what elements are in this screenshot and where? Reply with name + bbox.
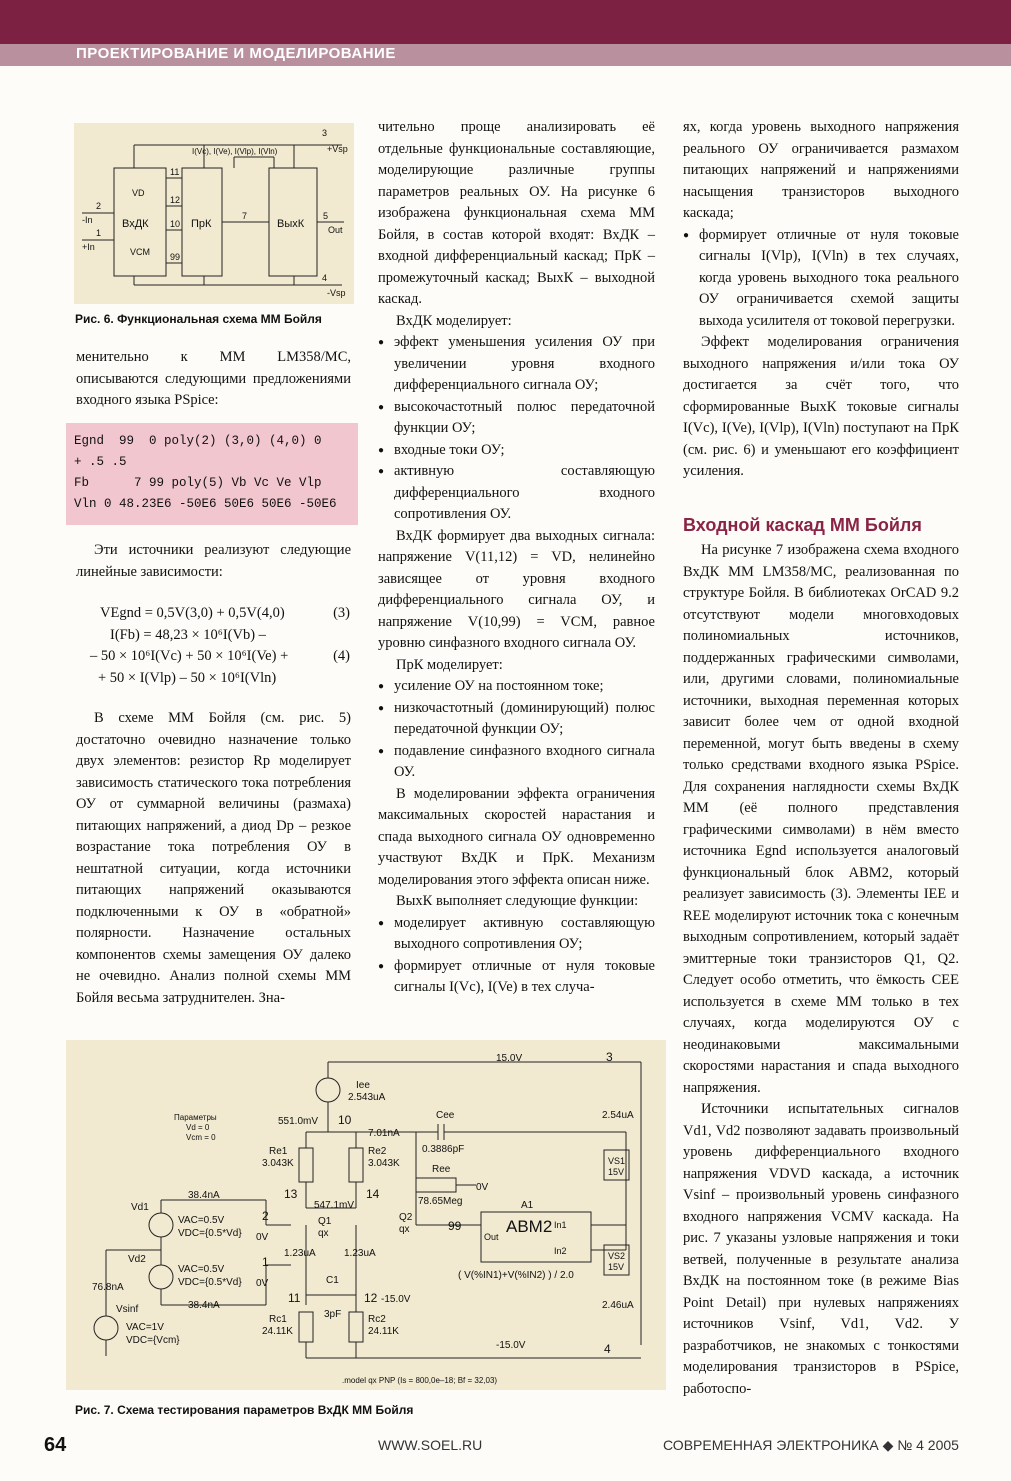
fig6-block-vhdk-label: ВхДК bbox=[122, 218, 149, 230]
fig6-block-prk-label: ПрК bbox=[191, 218, 212, 230]
section-heading: Входной каскад ММ Бойля bbox=[683, 515, 922, 535]
col2-para6: ВыхК выполняет следующие функции: bbox=[396, 893, 639, 909]
list-item: ● усиление ОУ на постоянном токе; bbox=[378, 676, 655, 698]
fig7-q1-model: qx bbox=[318, 1228, 329, 1239]
col1-para2: Эти источники реализуют следующие линейные зависимости: bbox=[76, 542, 351, 580]
list-item: ● низкочастотный (доминирующий) полюс передаточной функции ОУ; bbox=[378, 698, 655, 741]
fig7-param-vcm: Vcm = 0 bbox=[186, 1133, 216, 1142]
fig7-c1-val: 3pF bbox=[324, 1309, 342, 1320]
code-block bbox=[66, 423, 358, 525]
fig6-node-2: 2 bbox=[96, 201, 102, 211]
fig6-vd-label: VD bbox=[132, 188, 145, 198]
fig7-re1: Re1 bbox=[269, 1146, 288, 1157]
fig7-c1: C1 bbox=[326, 1275, 339, 1286]
equation-line: VEgnd = 0,5V(3,0) + 0,5V(4,0) bbox=[100, 605, 285, 621]
col1-para3: В схеме ММ Бойля (см. рис. 5) достаточно очевидно назначение только двух элементов: резистор Rp моделирует зависимость статического тока потребления ОУ от суммарной величины (размаха) питающих напряжений, а диод Dp – резкое возрастание тока потребления ОУ в нештатной ситуации, когда источники питающих напряжений оказываются подключенными к ОУ в «обратной» полярности. Назначение остальных компонентов схемы замещения ОУ далеко не очевидно. Анализ полной схемы ММ Бойля весьма затруднителен. Зна- bbox=[76, 710, 351, 1006]
figure-6-caption: Рис. 6. Функциональная схема ММ Бойля bbox=[75, 312, 322, 326]
col2-list1 bbox=[378, 332, 655, 526]
fig7-abm2: ABM2 bbox=[506, 1217, 553, 1236]
fig6-vsn: -Vsp bbox=[327, 288, 346, 298]
fig7-ree: Ree bbox=[432, 1164, 451, 1175]
fig7-param-vd: Vd = 0 bbox=[186, 1123, 210, 1132]
figure-7-caption: Рис. 7. Схема тестирования параметров ВхДК ММ Бойля bbox=[75, 1403, 414, 1417]
col1-para1: менительно к ММ LM358/MC, описываются следующими предложениями входного языка PSpice: bbox=[76, 349, 351, 408]
code-line: + .5 .5 bbox=[74, 455, 127, 469]
fig7-node-14: 14 bbox=[366, 1187, 380, 1201]
fig6-bus-label: I(Vc), I(Ve), I(Vlp), I(Vln) bbox=[192, 147, 278, 156]
fig7-cee: Cee bbox=[436, 1110, 455, 1121]
fig7-ree-val: 78.65Meg bbox=[418, 1196, 463, 1207]
fig7-q2-model: qx bbox=[399, 1224, 410, 1235]
col1-top bbox=[76, 347, 351, 412]
fig7-val-m15v-2: -15.0V bbox=[496, 1340, 526, 1351]
fig7-vsinf-vdc: VDC={Vcm} bbox=[126, 1335, 180, 1346]
fig7-vs1: VS1 bbox=[608, 1156, 626, 1166]
figure-6 bbox=[74, 123, 354, 304]
col3-top bbox=[683, 117, 959, 483]
fig7-val-123ua-1: 1.23uA bbox=[284, 1248, 316, 1259]
list-item: ● формирует отличные от нуля токовые сигналы I(Vc), I(Ve) в тех случа- bbox=[378, 956, 655, 999]
equation-number: (3) bbox=[333, 605, 350, 621]
equation-number: (4) bbox=[333, 648, 350, 664]
footer-journal: СОВРЕМЕННАЯ ЭЛЕКТРОНИКА ◆ № 4 2005 bbox=[663, 1437, 959, 1453]
col3-para3: На рисунке 7 изображена схема входного ВхДК ММ LM358/MC, реализованная по структуре Бойля. В библиотеках OrCAD 9.2 отсутствуют модели многовходовых полиномиальных источников, поддержанных графическими символами, или, другими словами, полиномиальные источники, выходная переменная которых зависит более чем от одной входной переменной, могут быть введены в схему только средствами входного языка PSpice. Для сохранения наглядности схемы ВхДК ММ (её полного представления графическими символами) в нём вместо источника Egnd используется аналоговый функциональный блок ABM2, который реализует зависимость (3). Элементы IEE и REE моделируют источник тока с конечным выходным сопротивлением, который задаёт эмиттерные токи транзисторов Q1, Q2. Следует особо отметить, что ёмкость CEE используется в схеме ММ только в тех случаях, когда моделируются ОУ с неодинаковыми максимальными скоростями нарастания и спада выходного напряжения. bbox=[683, 542, 959, 1096]
fig7-val-384na-2: 38.4nA bbox=[188, 1300, 220, 1311]
fig6-node-5: 5 bbox=[323, 211, 329, 221]
fig7-pin-out: Out bbox=[484, 1232, 499, 1242]
list-item: ● моделирует активную составляющую выходного сопротивления ОУ; bbox=[378, 913, 655, 956]
fig7-val-701na: 7.01nA bbox=[368, 1128, 400, 1139]
fig7-node-99: 99 bbox=[448, 1219, 462, 1233]
col2-list3 bbox=[378, 913, 655, 999]
fig7-val-123ua-2: 1.23uA bbox=[344, 1248, 376, 1259]
col2-list2 bbox=[378, 676, 655, 784]
col3-para4: Источники испытательных сигналов Vd1, Vd2 позволяют задавать произвольный уровень дифференциального входного напряжения VDVD каскада, а источник Vsinf – произвольный уровень синфазного входного напряжения VCMV каскада. На рис. 7 указаны узловые напряжения и токи ветвей, полученные в результате анализа ВхДК на постоянном токе (в режиме Bias Point Detail) при нулевых напряжениях источников Vsinf, Vd1, Vd2. У разработчиков, не знакомых с тонкостями моделирования транзисторов в PSpice, работоспо- bbox=[683, 1101, 959, 1397]
fig7-node-1: 1 bbox=[262, 1255, 269, 1269]
section-title: ПРОЕКТИРОВАНИЕ И МОДЕЛИРОВАНИЕ bbox=[76, 45, 396, 62]
fig6-vsp: +Vsp bbox=[327, 144, 348, 154]
fig7-val-m15v-1: -15.0V bbox=[381, 1294, 411, 1305]
code-line: Egnd 99 0 poly(2) (3,0) (4,0) 0 bbox=[74, 434, 322, 448]
fig6-node-10: 10 bbox=[170, 219, 181, 229]
fig7-vs2: VS2 bbox=[608, 1251, 626, 1261]
fig6-in-minus: -In bbox=[82, 215, 93, 225]
fig7-val-254ua: 2.54uA bbox=[602, 1110, 634, 1121]
fig7-param-title: Параметры bbox=[174, 1113, 217, 1122]
fig7-val-5471mv: 547.1mV bbox=[314, 1200, 355, 1211]
fig7-val-15v: 15.0V bbox=[496, 1053, 523, 1064]
col2-para2: ВхДК моделирует: bbox=[396, 312, 512, 329]
fig6-node-4: 4 bbox=[322, 273, 328, 283]
fig7-vd2-vac: VAC=0.5V bbox=[178, 1264, 225, 1275]
fig7-q2: Q2 bbox=[399, 1212, 413, 1223]
fig7-val-0v-1: 0V bbox=[476, 1182, 489, 1193]
code-line: Vln 0 48.23E6 -50E6 50E6 50E6 -50E6 bbox=[74, 497, 337, 511]
fig7-node-13: 13 bbox=[284, 1187, 298, 1201]
figure-7-schematic bbox=[66, 1040, 666, 1390]
fig7-pin-in1: In1 bbox=[554, 1220, 567, 1230]
list-item: ● формирует отличные от нуля токовые сигналы I(Vlp), I(Vln) в тех случаях, когда уровень выходного тока реального ОУ ограничивается схемой защиты выхода усилителя от токовой перегрузки. bbox=[683, 225, 959, 333]
fig6-node-12: 12 bbox=[170, 195, 181, 205]
footer-site: WWW.SOEL.RU bbox=[378, 1437, 483, 1453]
fig7-vd2: Vd2 bbox=[128, 1254, 146, 1265]
fig7-node-2: 2 bbox=[262, 1209, 269, 1223]
col1-bottom bbox=[76, 708, 351, 1009]
fig7-vs1-val: 15V bbox=[608, 1167, 625, 1177]
fig7-vd1-vdc: VDC={0.5*Vd} bbox=[178, 1228, 242, 1239]
fig7-val-0v-2: 0V bbox=[256, 1232, 269, 1243]
fig7-re2: Re2 bbox=[368, 1146, 387, 1157]
fig7-vsinf: Vsinf bbox=[116, 1304, 139, 1315]
code-line: Fb 7 99 poly(5) Vb Vc Ve Vlp bbox=[74, 476, 322, 490]
fig7-val-551mv: 551.0mV bbox=[278, 1116, 319, 1127]
fig7-re1-val: 3.043K bbox=[262, 1158, 294, 1169]
fig6-node-99: 99 bbox=[170, 252, 181, 262]
fig7-cee-val: 0.3886pF bbox=[422, 1144, 465, 1155]
fig7-node-10: 10 bbox=[338, 1113, 352, 1127]
fig7-val-768na: 76.8nA bbox=[92, 1282, 124, 1293]
fig6-in-plus: +In bbox=[82, 242, 95, 252]
fig6-node-7: 7 bbox=[242, 211, 248, 221]
fig7-node-3: 3 bbox=[606, 1050, 613, 1064]
list-item: ● подавление синфазного входного сигнала ОУ. bbox=[378, 741, 655, 784]
fig7-node-11: 11 bbox=[288, 1291, 301, 1305]
fig7-val-0v-3: 0V bbox=[256, 1278, 269, 1289]
fig6-node-1: 1 bbox=[96, 228, 102, 238]
fig7-iee: Iee bbox=[356, 1080, 370, 1091]
fig6-vcm-label: VCM bbox=[130, 247, 150, 257]
fig7-rc1-val: 24.11K bbox=[262, 1326, 293, 1337]
fig7-abm-expr: ( V(%IN1)+V(%IN2) ) / 2.0 bbox=[458, 1270, 574, 1281]
fig7-val-384na-1: 38.4nA bbox=[188, 1190, 220, 1201]
fig7-rc1: Rc1 bbox=[269, 1314, 287, 1325]
top-color-bar bbox=[0, 0, 1011, 44]
section-header bbox=[0, 44, 1011, 66]
fig7-node-12: 12 bbox=[364, 1291, 378, 1305]
fig7-vs2-val: 15V bbox=[608, 1262, 625, 1272]
page-number: 64 bbox=[44, 1434, 67, 1456]
list-item: ● эффект уменьшения усиления ОУ при увеличении уровня входного дифференциального сигнала ОУ; bbox=[378, 332, 655, 397]
list-item: ● активную составляющую дифференциального входного сопротивления ОУ. bbox=[378, 461, 655, 526]
figure-7 bbox=[66, 1040, 666, 1390]
equation-line: – 50 × 10⁶I(Vc) + 50 × 10⁶I(Ve) + bbox=[90, 648, 289, 664]
fig7-a1: A1 bbox=[521, 1200, 534, 1211]
col3-bottom bbox=[683, 540, 959, 1400]
col3-list1 bbox=[683, 225, 959, 333]
col3-para1: ях, когда уровень выходного напряжения реального ОУ ограничивается размахом питающих напряжений и напряжениями насыщения транзисторов выходного каскада; bbox=[683, 119, 959, 221]
fig7-node-4: 4 bbox=[604, 1342, 611, 1356]
col2-para4: ПрК моделирует: bbox=[396, 656, 503, 673]
list-item: ● входные токи ОУ; bbox=[378, 440, 655, 462]
figure-6-diagram bbox=[74, 123, 354, 304]
col2-para1: чительно проще анализировать её отдельные функциональные составляющие, моделирующие различные группы параметров реальных ОУ. На рисунке 6 изображена функциональная схема ММ Бойля, в состав которой входят: ВхДК – входной дифференциальный каскад; ПрК – промежуточный каскад; ВыхК – выходной каскад. bbox=[378, 119, 655, 307]
fig7-iee-val: 2.543uA bbox=[348, 1092, 386, 1103]
fig7-rc2-val: 24.11K bbox=[368, 1326, 399, 1337]
fig7-vd2-vdc: VDC={0.5*Vd} bbox=[178, 1277, 242, 1288]
equations bbox=[76, 603, 356, 689]
list-item: ● высокочастотный полюс передаточной функции ОУ; bbox=[378, 397, 655, 440]
fig7-vd1-vac: VAC=0.5V bbox=[178, 1215, 225, 1226]
fig7-val-246ua: 2.46uA bbox=[602, 1300, 634, 1311]
fig7-pin-in2: In2 bbox=[554, 1246, 567, 1256]
fig7-model-line: .model qx PNP (Is = 800,0e–18; Bf = 32,03) bbox=[342, 1376, 498, 1385]
fig7-q1: Q1 bbox=[318, 1216, 332, 1227]
fig6-node-3: 3 bbox=[322, 128, 328, 138]
col2-para5: В моделировании эффекта ограничения максимальных скоростей нарастания и спада выходного сигнала ОУ одновременно участвуют ВхДК и ПрК. Механизм моделирования этого эффекта описан ниже. bbox=[378, 785, 655, 888]
fig6-node-11: 11 bbox=[170, 167, 180, 177]
col1-mid bbox=[76, 540, 351, 583]
fig7-vd1: Vd1 bbox=[131, 1202, 149, 1213]
fig6-out: Out bbox=[328, 225, 343, 235]
fig6-block-vyhk-label: ВыхК bbox=[277, 218, 305, 230]
col2-para3: ВхДК формирует два выходных сигнала: напряжение V(11,12) = VD, нелинейно зависящее от уровня входного дифференциального сигнала ОУ, и напряжение V(10,99) = VCM, равное уровню синфазного входного сигнала ОУ. bbox=[378, 527, 655, 651]
fig7-re2-val: 3.043K bbox=[368, 1158, 400, 1169]
fig7-rc2: Rc2 bbox=[368, 1314, 386, 1325]
col2 bbox=[378, 117, 655, 999]
col3-para2: Эффект моделирования ограничения выходного напряжения и/или тока ОУ достигается за счёт того, что сформированные ВыхК токовые сигналы I(Vc), I(Ve), I(Vlp), I(Vln) поступают на ПрК (см. рис. 6) и уменьшают его коэффициент усиления. bbox=[683, 334, 959, 479]
equation-line: + 50 × I(Vlp) – 50 × 10⁶I(Vln) bbox=[98, 669, 277, 686]
fig7-vsinf-vac: VAC=1V bbox=[126, 1322, 164, 1333]
equation-line: I(Fb) = 48,23 × 10⁶I(Vb) – bbox=[110, 626, 266, 643]
